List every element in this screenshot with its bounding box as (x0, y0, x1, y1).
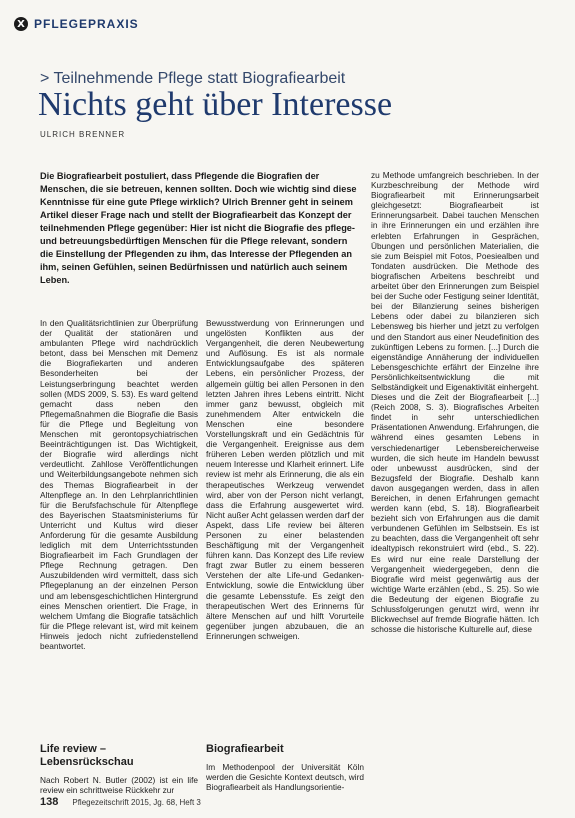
subheading-life-review-text: Nach Robert N. Butler (2002) ist ein life review ein schrittweise Rückkehr zur (40, 775, 198, 795)
section-header (14, 14, 164, 34)
body-column-1 (40, 318, 198, 738)
page-footer (40, 796, 540, 810)
body-paragraph: Bewusstwerdung von Erinnerungen und ungelösten Konflikten aus der Vergangenheit, die deren Neubewertung und Auflösung. Es ist als normale Entwicklungsaufgabe des späteren Lebens, ein persönlicher Prozess, der allgemein gültig bei allen Personen in den letzten Jahren ihres Lebens eintritt. Nicht immer ganz bewusst, obgleich mit zunehmendem Alter entwickeln die Menschen eine besondere Vorstellungskraft und ein Gedächtnis für die Vergangenheit. Ereignisse aus dem früheren Leben werden plötzlich und mit neuem Interesse und Klarheit erinnert. Life review ist mehr als Erinnerung, die als ein therapeutisches Werkzeug verwendet wird, aber von der Person nicht verlangt, dass die Erfahrung ausgewertet wird. Nicht außer Acht gelassen werden darf der Aspekt, dass Life review bei älteren Personen zu einer belastenden Beschäftigung mit der Vergangenheit führen kann. Das Konzept des Life review fragt zwar Butler zu einem besseren Verstehen der alte Life-und Gedanken-Entwicklung, sowie die Entwicklung über die gesamte Lebensstufe. Es zeigt den therapeutischen Wert des Erinnerns für ältere Menschen auf und hilft Vorurteile gegenüber jungen abzubauen, die an Erinnerungen schweigen. (206, 318, 364, 641)
section-label: PFLEGEPRAXIS (34, 17, 139, 31)
body-column-2 (206, 318, 364, 738)
subheading-life-review: Life review – Lebensrückschau (40, 743, 134, 768)
section-x-icon: X (14, 17, 28, 31)
article-title: Nichts geht über Interesse (38, 86, 393, 123)
body-column-3 (371, 170, 539, 785)
article-kicker: > Teilnehmende Pflege statt Biografiearbeit (40, 70, 346, 87)
subheading-biografiearbeit: Biografiearbeit (206, 743, 284, 755)
body-paragraph: zu Methode umfangreich beschrieben. In der Kurzbeschreibung der Methode wird Biografiearbeit mit Erinnerungsarbeit gleichgesetzt: Biografiearbeit ist Erinnerungsarbeit. Dabei tauchen Menschen in ihre Erinnerungen ein und erzählen ihre erlebten Erfahrungen in Gesprächen, Übungen und persönlichen Materialien, die sie zum Beispiel mit Fotos, Poesiealben und Tondaten ausdrücken. Die Methode des biografischen Arbeitens beschreibt und arbeitet über den Erinnerungen zum Beispiel bei der Suche oder Festigung seiner Identität, bei der Bilanzierung seines bisherigen Lebens oder dabei zu bilanzieren sich Lebensweg bis hierher und jetzt zu verfolgen und den Standort aus einer Neudefinition des zukünftigen Lebens zu formen. [...] Durch die eigenständige Annäherung der individuellen Lebensgeschichte erfährt der Einzelne ihre Persönlichkeitsentwicklung die mit Selbständigkeit und Eigenaktivität einhergeht. Dieses und die Zeit der Biografiearbeit [...] (Reich 2008, S. 3). Biografisches Arbeiten findet in sehr unterschiedlichen Präsentationen Anwendung. Erfahrungen, die während eines gesamten Lebens in verschiedenartiger Lebensbereicherweise wurden, die sich heute im Handeln bewusst oder unbewusst ausdrücken, sind der Bezugsfeld der Biografie. Deshalb kann davon ausgegangen werden, dass in allen Bereichen, in denen Erfahrungen gemacht werden kann (ebd, S. 18). Biografiearbeit bezieht sich von Erfahrungen aus die damit verbundenen Gefühlen im Selbstsein. Es ist zu beachten, dass die Vergangenheit oft sehr idealtypisch rekonstruiert wird (ebd., S. 22). Es wird nur eine reale Darstellung der Vergangenheit wiedergegeben, denn die Biografie wird meist gegenwärtig aus der wichtige Warte erzählen (ebd., S. 25). So wie die Bedeutung der eigenen Biografie zu Schlussfolgerungen genutzt wird, wenn ihr Blickwechsel auf fremde Biografie hätten. Ich schosse die historische Kulturelle auf, diese (371, 170, 539, 635)
publication-info: Pflegezeitschrift 2015, Jg. 68, Heft 3 (72, 798, 201, 807)
article-teaser: Die Biografiearbeit postuliert, dass Pflegende die Biografien der Menschen, die sie betreuen, kennen sollten. Doch wie wichtig sind diese Kenntnisse für eine gute Pflege wirklich? Ulrich Brenner geht in seinem Artikel dieser Frage nach und stellt der Biografiearbeit das Konzept der teilnehmenden Pflege gegenüber: Hier ist nicht die Biografie des pflege- und betreuungsbedürftigen Menschen für die Pflege relevant, sondern die Einstellung der Pflegenden zu ihm, das Interesse der Pflegenden an ihm, seinen Gefühlen, seinen Bedürfnissen und natürlich auch seinem Leben. (40, 171, 357, 285)
subheading-biografiearbeit-text: Im Methodenpool der Universität Köln werden die Gesichte Kontext deutsch, wird Biografiearbeit als Handlungsorientie- (206, 762, 364, 792)
body-paragraph: In den Qualitätsrichtlinien zur Überprüfung der Qualität der stationären und ambulanten Pflege wird nachdrücklich betont, dass bei Menschen mit Demenz die Biografiekarten und anderen Besonderheiten bei der Leistungserbringung beachtet werden sollen (MDS 2009, S. 53). Es ward geltend gemacht dass neben den Pflegemaßnahmen die Biografie die Basis für die Pflege und Begleitung von Menschen mit gerontopsychiatrischen Beeinträchtigungen ist. Das Wichtigkeit, der Biografie wird allerdings nicht verdeutlicht. Zahllose Veröffentlichungen und Weiterbildungsangebote nehmen sich des Themas Biografiearbeit in der Altenpflege an. In den Lehrplanrichtlinien für die Berufsfachschule für Altenpflege des Bayerischen Staatsministeriums für Unterricht und Kultus wird dieser Anforderung für die gesamte Ausbildung lediglich mit dem Unterrichtsstunden Biografiearbeit im Fach Grundlagen der Pflege Rechnung getragen. Den Auszubildenden wird vermittelt, dass sich Pflegeplanung an der einzelnen Person und am lebensgeschichtlichen Hintergrund eines Menschen orientiert. Die Frage, in welchem Umfang die Biografie tatsächlich für die Pflege relevant ist, wird mit keinem Hinweis jedoch nicht zufriedenstellend beantwortet. (40, 318, 198, 651)
article-author: ULRICH BRENNER (40, 130, 126, 139)
page-number: 138 (40, 796, 59, 808)
